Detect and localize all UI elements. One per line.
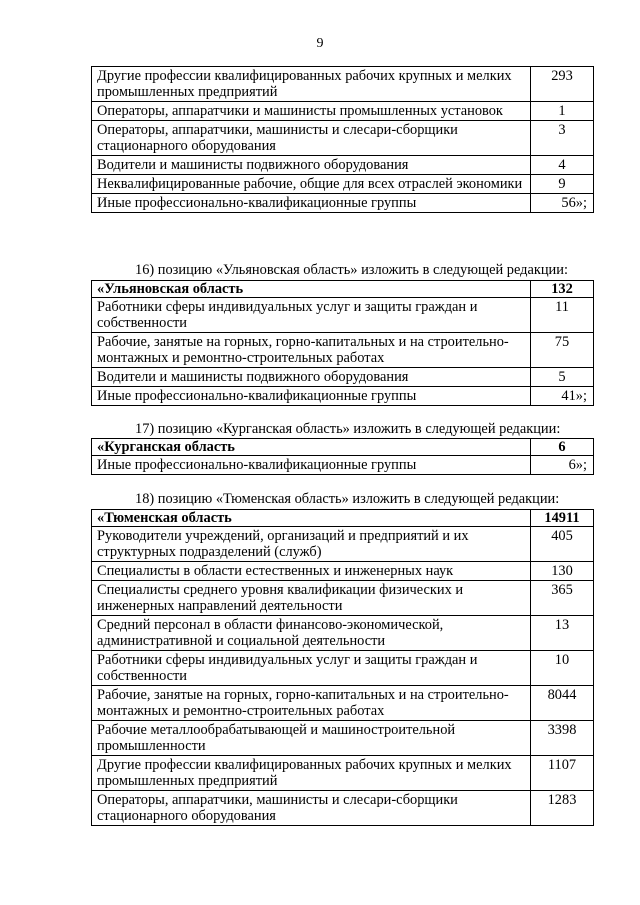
- section-16-intro: 16) позицию «Ульяновская область» изложить в следующей редакции:: [135, 262, 568, 278]
- row-label: Неквалифицированные рабочие, общие для всех отраслей экономики: [92, 175, 531, 194]
- row-label: Водители и машинисты подвижного оборудования: [92, 156, 531, 175]
- table-kurgan: [91, 438, 594, 475]
- table-continuation: [91, 66, 594, 213]
- table-header-row: [92, 439, 594, 456]
- region-name: «Курганская область: [92, 439, 531, 456]
- row-value: 365: [531, 581, 594, 616]
- table-row: [92, 456, 594, 475]
- row-value: 3398: [531, 721, 594, 756]
- row-label: Рабочие металлообрабатывающей и машиностроительной промышленности: [92, 721, 531, 756]
- table-row: [92, 387, 594, 406]
- table-row: [92, 298, 594, 333]
- region-name: «Ульяновская область: [92, 281, 531, 298]
- table-row: [92, 651, 594, 686]
- row-label: Операторы, аппаратчики, машинисты и слесари-сборщики стационарного оборудования: [92, 791, 531, 826]
- row-value: 75: [531, 333, 594, 368]
- table-row: [92, 368, 594, 387]
- row-label: Другие профессии квалифицированных рабочих крупных и мелких промышленных предприятий: [92, 756, 531, 791]
- table-row: [92, 333, 594, 368]
- region-name: «Тюменская область: [92, 510, 531, 527]
- table-row: [92, 791, 594, 826]
- table-header-row: [92, 510, 594, 527]
- section-17-intro: 17) позицию «Курганская область» изложить в следующей редакции:: [135, 421, 561, 437]
- row-value: 8044: [531, 686, 594, 721]
- row-label: Водители и машинисты подвижного оборудования: [92, 368, 531, 387]
- row-value: 1107: [531, 756, 594, 791]
- row-value: 4: [531, 156, 594, 175]
- page-number: 9: [316, 36, 324, 51]
- table-row: [92, 686, 594, 721]
- row-value: 6»;: [531, 456, 594, 475]
- row-label: Работники сферы индивидуальных услуг и защиты граждан и собственности: [92, 298, 531, 333]
- table-row: [92, 756, 594, 791]
- table-row: [92, 102, 594, 121]
- row-label: Операторы, аппаратчики, машинисты и слесари-сборщики стационарного оборудования: [92, 121, 531, 156]
- row-value: 10: [531, 651, 594, 686]
- row-value: 3: [531, 121, 594, 156]
- row-label: Другие профессии квалифицированных рабочих крупных и мелких промышленных предприятий: [92, 67, 531, 102]
- row-value: 293: [531, 67, 594, 102]
- table-row: [92, 581, 594, 616]
- table-header-row: [92, 281, 594, 298]
- row-label: Рабочие, занятые на горных, горно-капитальных и на строительно-монтажных и ремонтно-строительных работах: [92, 333, 531, 368]
- row-value: 5: [531, 368, 594, 387]
- row-label: Специалисты в области естественных и инженерных наук: [92, 562, 531, 581]
- table-tyumen: [91, 509, 594, 826]
- row-label: Работники сферы индивидуальных услуг и защиты граждан и собственности: [92, 651, 531, 686]
- row-value: 1283: [531, 791, 594, 826]
- table-row: [92, 156, 594, 175]
- row-label: Операторы, аппаратчики и машинисты промышленных установок: [92, 102, 531, 121]
- region-total: 14911: [531, 510, 594, 527]
- row-value: 41»;: [531, 387, 594, 406]
- row-label: Специалисты среднего уровня квалификации физических и инженерных направлений деятельности: [92, 581, 531, 616]
- table-ulyanovsk: [91, 280, 594, 406]
- table-row: [92, 121, 594, 156]
- row-label: Иные профессионально-квалификационные группы: [92, 456, 531, 475]
- table-row: [92, 562, 594, 581]
- row-value: 130: [531, 562, 594, 581]
- row-value: 11: [531, 298, 594, 333]
- region-total: 6: [531, 439, 594, 456]
- region-total: 132: [531, 281, 594, 298]
- row-label: Иные профессионально-квалификационные группы: [92, 194, 531, 213]
- table-row: [92, 721, 594, 756]
- table-row: [92, 527, 594, 562]
- row-value: 1: [531, 102, 594, 121]
- row-value: 13: [531, 616, 594, 651]
- row-value: 9: [531, 175, 594, 194]
- row-value: 405: [531, 527, 594, 562]
- row-label: Средний персонал в области финансово-экономической, административной и социальной деятельности: [92, 616, 531, 651]
- row-label: Иные профессионально-квалификационные группы: [92, 387, 531, 406]
- table-row: [92, 194, 594, 213]
- row-value: 56»;: [531, 194, 594, 213]
- section-18-intro: 18) позицию «Тюменская область» изложить в следующей редакции:: [135, 491, 560, 507]
- table-row: [92, 175, 594, 194]
- table-row: [92, 67, 594, 102]
- row-label: Рабочие, занятые на горных, горно-капитальных и на строительно-монтажных и ремонтно-строительных работах: [92, 686, 531, 721]
- row-label: Руководители учреждений, организаций и предприятий и их структурных подразделений (служб): [92, 527, 531, 562]
- table-row: [92, 616, 594, 651]
